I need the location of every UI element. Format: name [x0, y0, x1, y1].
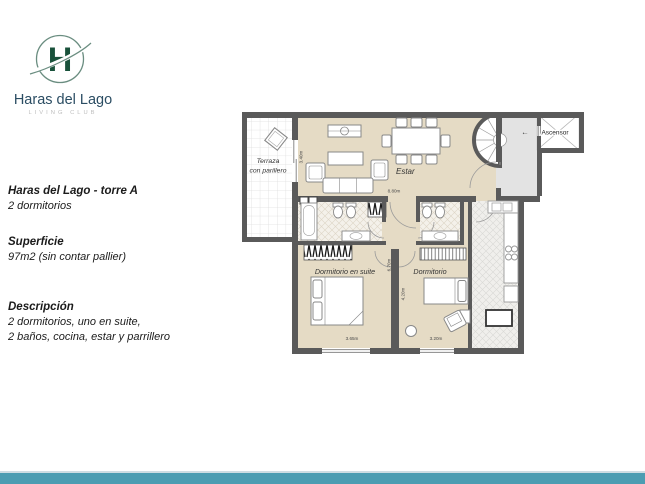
brand-name: Haras del Lago — [13, 92, 113, 108]
bed-suite — [311, 277, 363, 325]
staircase — [474, 114, 507, 166]
elevator-label: Ascensor — [541, 129, 569, 137]
terrace-label: con parillero — [249, 167, 287, 175]
description-line: 2 dormitorios, uno en suite, — [8, 316, 141, 328]
surface-value: 97m2 (sin contar pallier) — [8, 251, 126, 263]
coffee-table — [328, 152, 363, 165]
living-label: Estar — [396, 167, 415, 176]
brand-tagline: LIVING CLUB — [28, 110, 98, 116]
logo-monogram: H — [47, 41, 73, 79]
terrace-label: Terraza — [256, 158, 280, 165]
dim-suite-width: 3.65m — [345, 336, 359, 341]
dim-terrace-side: 3.40m — [298, 150, 304, 164]
brand-logo — [6, 20, 136, 120]
sofa — [323, 178, 373, 193]
dim-bedroom-width: 3.20m — [429, 336, 443, 341]
dim-living-width: 8.80m — [387, 188, 401, 194]
surface-label: Superficie — [8, 236, 64, 248]
dim-corridor-lower: 4.20m — [400, 287, 406, 301]
fridge — [504, 286, 518, 302]
kitchen-island — [486, 310, 512, 326]
toilet — [334, 206, 343, 218]
suite-closet — [304, 245, 352, 260]
footer-accent-bar — [0, 473, 645, 484]
hallway-floor — [496, 118, 537, 196]
bedroom-suite-label: Dormitorio en suite — [314, 267, 376, 276]
unit-subtitle: 2 dormitorios — [8, 200, 72, 212]
side-table — [406, 326, 417, 337]
bedroom-label: Dormitorio — [413, 267, 447, 276]
bed-single — [424, 278, 468, 304]
dim-corridor-upper: 6.70m — [386, 258, 392, 272]
bedroom-closet — [420, 248, 466, 260]
elevator-arrow-icon: ← — [521, 127, 529, 137]
description-line: 2 baños, cocina, estar y parrillero — [8, 331, 171, 343]
toilet — [423, 206, 432, 218]
bidet — [436, 206, 445, 218]
description-label: Descripción — [8, 301, 74, 313]
unit-title: Haras del Lago - torre A — [8, 185, 138, 197]
floor-plan — [234, 104, 596, 362]
bidet — [347, 206, 356, 218]
